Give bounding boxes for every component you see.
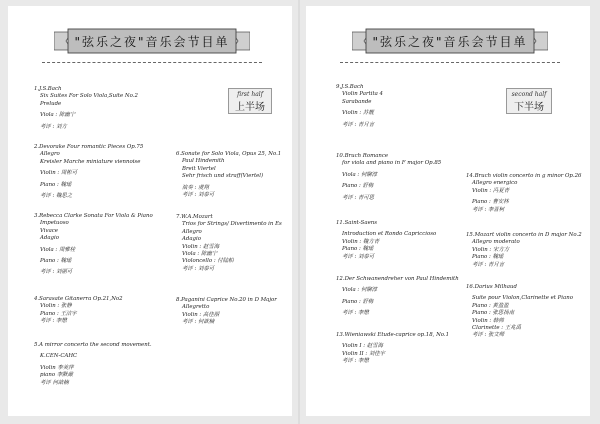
piece-line: Suite pour Violon,Clarinette et Piano [472, 295, 573, 302]
piece-line: Breit Viertel [182, 165, 216, 172]
piece-13 [336, 332, 449, 366]
performer-line: Violin : 冯夏青 [472, 187, 510, 194]
second-half-label-zh: 下半场 [514, 102, 544, 113]
examiner-line: 考评 : 刘泰可 [182, 192, 215, 199]
title-underline [42, 62, 262, 63]
examiner-line: 考评 : 李晋柯 [472, 206, 505, 213]
piece-10 [336, 153, 441, 202]
piece-6 [176, 151, 281, 199]
piece-number: 1.J.S.Bach [34, 86, 62, 92]
piece-line: for viola and piano in F major Op.85 [342, 160, 442, 167]
piece-line: Allegro moderato [472, 239, 520, 246]
piece-line: Allegro [182, 228, 202, 235]
performer-line: piano 李默厳 [40, 372, 73, 379]
piece-number: 5.A mirror concerto the second movement. [34, 342, 152, 348]
piece-8 [176, 297, 277, 327]
piece-number: 10.Bruch Romance [336, 153, 389, 159]
piece-line: Violin Partita 4 [342, 91, 383, 98]
performer-line: Violin II : 刘佳宇 [342, 350, 386, 357]
performer-line: Violin I : 赵雪海 [342, 343, 383, 350]
piece-number: 12.Der Schwanendreher von Paul Hindemith [336, 276, 459, 282]
performer-line: Viola : 陈幽宁 [182, 251, 218, 258]
piece-number: 13.Wieniawski Etude-caprice op.18, No.1 [336, 332, 450, 338]
piece-line: Trios for Strings/ Divertimento in Es [182, 221, 282, 228]
piece-12 [336, 276, 459, 318]
second-half-label-en: second half [511, 91, 547, 98]
piece-number: 3.Rebecca Clarke Sonata For Viola & Piano [34, 213, 153, 219]
piece-number: 4.Sarasate Gitanerra Op.21,No2 [34, 296, 123, 302]
piece-line: K.CEN-CAHC [40, 353, 78, 360]
program-page-second-half [306, 6, 590, 416]
piece-number: 8.Paganini Caprice No.20 in D Major [176, 297, 277, 303]
performer-line: Piano : 魏瑶 [472, 254, 504, 261]
piece-7 [176, 214, 282, 273]
performer-line: Violin : 高佳丽 [182, 311, 220, 318]
piece-line: Introduction et Rondo Capriccioso [342, 231, 437, 238]
performer-line: Piano : 舒梅 [342, 298, 374, 305]
piece-line: Allegro energico [472, 180, 518, 187]
piece-line: Sarabande [342, 98, 372, 105]
piece-line: Adagio [40, 235, 59, 242]
performer-line: Violin : 苏靓 [342, 110, 374, 117]
examiner-line: 考评 何歆楠 [40, 379, 69, 386]
examiner-line: 考评 : 刘泰可 [182, 265, 215, 272]
performer-line: Piano : 曹安林 [472, 199, 509, 206]
performer-line: Piano : 王洁宇 [40, 310, 77, 317]
examiner-line: 考评 : 青月言 [472, 261, 505, 268]
program-page-first-half [8, 6, 292, 416]
performer-line: Piano : 舒梅 [342, 183, 374, 190]
piece-number: 9.J.S.Bach [336, 84, 364, 90]
examiner-line: 考评 : 李懋 [40, 318, 67, 325]
piece-number: 2.Devorake Four romantic Pieces Op.75 [34, 144, 144, 150]
performer-line: Piano : 魏瑶 [342, 246, 374, 253]
piece-9 [336, 84, 383, 129]
piece-11 [336, 220, 436, 261]
title-banner [352, 28, 548, 54]
piece-4 [34, 296, 123, 326]
performer-line: 演奏 : 虞翔 [182, 184, 209, 191]
performer-line: Violin : 周彬可 [40, 170, 78, 177]
performer-line: Violin : 魏方青 [342, 238, 380, 245]
piece-number: 7.W.A.Mozart [176, 214, 213, 220]
performer-line: Piano : 魏瑶 [40, 181, 72, 188]
examiner-line: 考评 : 张文师 [472, 332, 505, 339]
examiner-line: 考评 : 刘丽可 [40, 269, 73, 276]
piece-5 [34, 342, 152, 387]
examiner-line: 考评 : 李懋 [342, 310, 369, 317]
title-banner [54, 28, 250, 54]
piece-line: Paul Hindemith [182, 158, 225, 165]
examiner-line: 考评 : 青可思 [342, 194, 375, 201]
performer-line: Violin : 赵雪海 [182, 243, 220, 250]
performer-line: Viola : 何聊淳 [342, 287, 378, 294]
piece-3 [34, 213, 153, 277]
performer-line: Violin : 张静 [40, 303, 72, 310]
examiner-line: 考评 : 何歆楠 [182, 319, 215, 326]
piece-line: Sehr frisch und straff(Viertel) [182, 173, 264, 180]
piece-line: Kreisler Marche miniature viennoise [40, 158, 141, 165]
piece-16 [466, 284, 573, 340]
performer-line: Piano : 魏瑶 [40, 258, 72, 265]
performer-line: Violin : 韩帅 [472, 317, 504, 324]
piece-line: Allegro [40, 151, 60, 158]
examiner-line: 考评 : 刘方 [40, 123, 67, 130]
page-gutter [298, 0, 300, 424]
program-title: "弦乐之夜"音乐会节目单 [74, 35, 230, 49]
first-half-label-en: first half [237, 91, 263, 98]
piece-number: 11.Saint-Saens [336, 220, 377, 226]
piece-line: Allegretto [182, 304, 210, 311]
examiner-line: 考评 : 李懋 [342, 358, 369, 365]
piece-1 [34, 86, 138, 131]
piece-14 [466, 173, 581, 214]
performer-line: Violin 李美萍 [40, 364, 74, 371]
examiner-line: 考评 : 刘泰可 [342, 253, 375, 260]
piece-number: 14.Bruch violin concerto in g minor Op.26 [466, 173, 582, 179]
examiner-line: 考评 : 青月言 [342, 121, 375, 128]
first-half-badge [228, 88, 272, 114]
piece-number: 6.Sonate for Solo Viola, Opus 25, No.1 [176, 151, 282, 157]
piece-2 [34, 144, 143, 200]
piece-15 [466, 232, 582, 269]
second-half-badge [506, 88, 552, 114]
program-title: "弦乐之夜"音乐会节目单 [372, 35, 528, 49]
examiner-line: 考评 : 魏思之 [40, 193, 73, 200]
piece-line: Adagio [182, 236, 201, 243]
performer-line: Clarinette : 王兆禹 [472, 325, 521, 332]
performer-line: Violoncello : 付陆帕 [182, 258, 234, 265]
piece-number: 15.Mozart violin concerto in D major No.2 [466, 232, 582, 238]
piece-line: Impetuoso [40, 220, 69, 227]
piece-line: Six Suites For Solo Viola,Suite No.2 [40, 93, 138, 100]
performer-line: Piano : 张思扬南 [472, 310, 515, 317]
performer-line: Piano : 黄盈盈 [472, 302, 509, 309]
performer-line: Violin : 宋方方 [472, 246, 510, 253]
performer-line: Viola : 何聊淳 [342, 171, 378, 178]
performer-line: Viola : 周雅桂 [40, 246, 76, 253]
title-underline [340, 62, 560, 63]
performer-line: Viola : 陈幽宁 [40, 112, 76, 119]
piece-line: Prelude [40, 100, 62, 107]
piece-number: 16.Darius Milhaud [466, 284, 517, 290]
first-half-label-zh: 上半场 [235, 102, 265, 113]
piece-line: Vivace [40, 227, 58, 234]
